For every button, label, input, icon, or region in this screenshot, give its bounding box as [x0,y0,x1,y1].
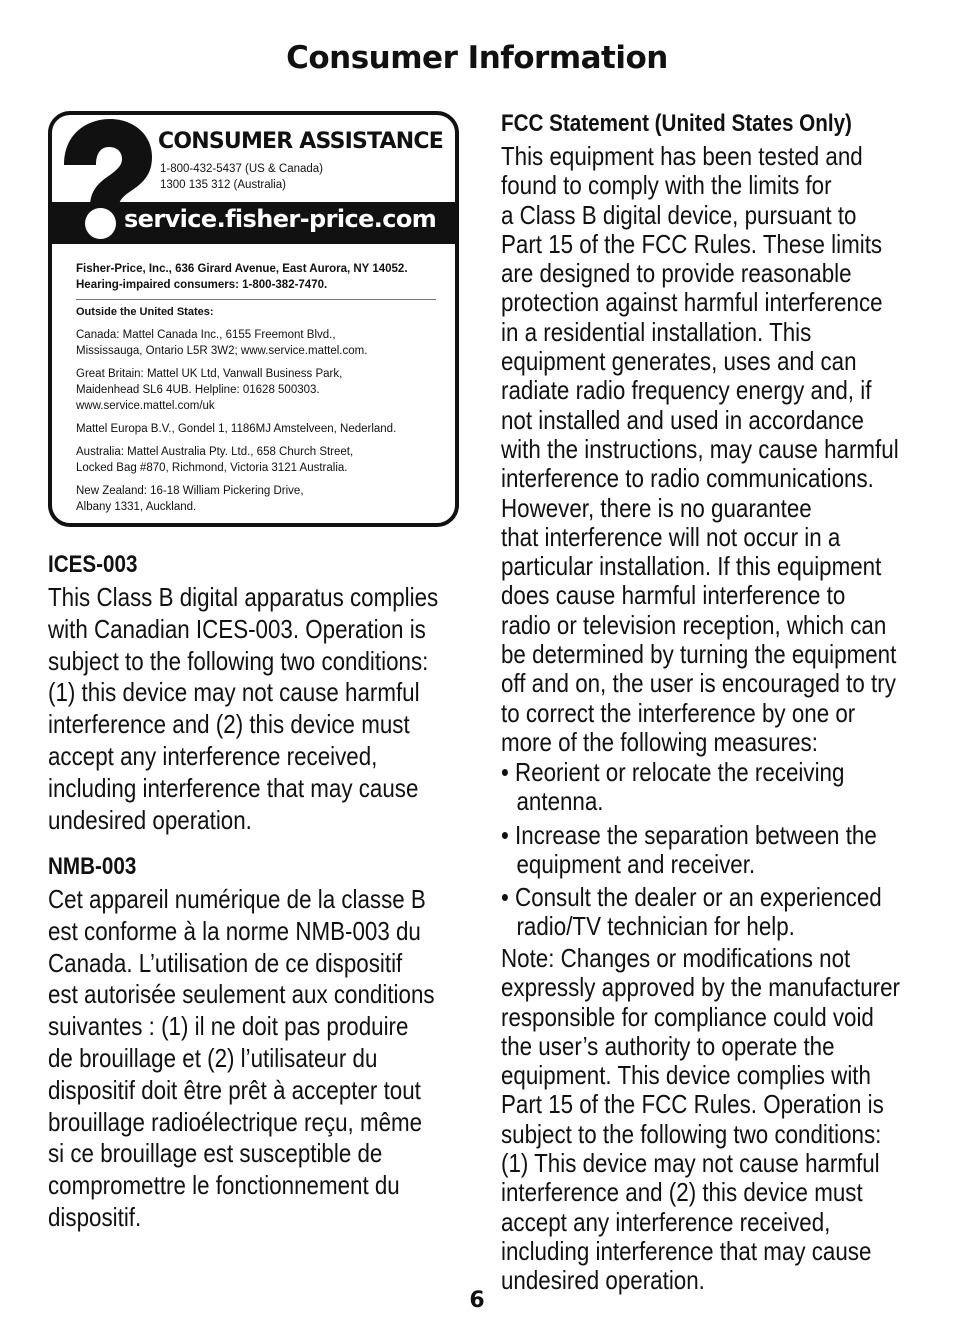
text-line: not installed and used in accordance [501,404,864,435]
text-line: more of the following measures: [501,726,818,757]
canada-address-2: Mississauga, Ontario L5R 3W2; www.service.mattel.com. [76,345,368,357]
text-line: are designed to provide reasonable [501,258,852,289]
text-line: accept any interference received, [501,1206,831,1237]
bullet-item: • Consult the dealer or an experienced [501,882,882,913]
nmb-heading: NMB-003 [48,853,137,880]
fcc-bullet-list [501,758,882,942]
text-line: dispositif doit être prêt à accepter tout [48,1074,421,1105]
text-line: compromettre le fonctionnement du [48,1170,400,1201]
service-url-link[interactable]: service.fisher-price.com [124,205,437,233]
text-line: suivantes : (1) il ne doit pas produire [48,1011,409,1042]
text-line: including interference that may cause [501,1235,872,1266]
consumer-assistance-box [48,111,459,527]
text-line: equipment generates, uses and can [501,346,857,377]
text-line: Canada. L’utilisation de ce dispositif [48,947,403,978]
text-line: interference and (2) this device must [48,709,410,740]
hearing-impaired-line: Hearing-impaired consumers: 1-800-382-7470. [76,279,328,291]
gb-address-3: www.service.mattel.com/uk [76,400,215,412]
url-band [52,202,455,244]
text-line: interference and (2) this device must [501,1177,863,1208]
ices-paragraph [48,582,438,836]
text-line: a Class B digital device, pursuant to [501,199,857,230]
nmb-paragraph [48,884,435,1234]
europa-address: Mattel Europa B.V., Gondel 1, 1186MJ Amstelveen, Nederland. [76,423,397,435]
text-line: the user’s authority to operate the [501,1030,835,1061]
text-line: be determined by turning the equipment [501,639,897,670]
text-line: subject to the following two conditions: [48,645,429,676]
consumer-assistance-heading: CONSUMER ASSISTANCE [158,129,443,154]
page-title: Consumer Information [286,40,668,76]
text-line: si ce brouillage est susceptible de [48,1138,383,1169]
fcc-note-paragraph [501,944,900,1296]
text-line: accept any interference received, [48,740,378,771]
text-line: with Canadian ICES-003. Operation is [48,613,426,644]
text-line: subject to the following two conditions: [501,1118,882,1149]
text-line: responsible for compliance could void [501,1001,874,1032]
text-line: radiate radio frequency energy and, if [501,375,872,406]
fcc-paragraph [501,142,899,757]
outside-us-label: Outside the United States: [76,306,214,318]
text-line: Cet appareil numérique de la classe B [48,884,426,914]
australia-address-2: Locked Bag #870, Richmond, Victoria 3121 Australia. [76,462,348,474]
divider [76,299,436,300]
text-line: (1) this device may not cause harmful [48,677,420,708]
ices-heading: ICES-003 [48,551,138,578]
bullet-item-cont: radio/TV technician for help. [516,911,795,942]
text-line: off and on, the user is encouraged to try [501,668,896,699]
question-mark-dot-icon [85,208,116,239]
text-line: est conforme à la norme NMB-003 du [48,915,421,946]
page-number: 6 [469,1288,485,1313]
text-line: Part 15 of the FCC Rules. These limits [501,228,883,259]
text-line: dispositif. [48,1201,142,1232]
text-line: de brouillage et (2) l’utilisateur du [48,1042,378,1073]
text-line: does cause harmful interference to [501,580,846,611]
canada-address-1: Canada: Mattel Canada Inc., 6155 Freemont Blvd., [76,329,336,341]
nz-address-2: Albany 1331, Auckland. [76,501,197,513]
text-line: in a residential installation. This [501,316,812,347]
text-line: undesired operation. [501,1265,705,1296]
text-line: interference to radio communications. [501,463,874,494]
text-line: to correct the interference by one or [501,697,856,728]
text-line: particular installation. If this equipment [501,551,882,582]
text-line: However, there is no guarantee [501,492,812,523]
text-line: Part 15 of the FCC Rules. Operation is [501,1089,884,1120]
bullet-item: • Reorient or relocate the receiving [501,757,845,787]
text-line: This equipment has been tested and [501,141,863,171]
text-line: with the instructions, may cause harmful [501,433,899,464]
text-line: Note: Changes or modifications not [501,943,851,973]
text-line: protection against harmful interference [501,287,883,318]
text-line: found to comply with the limits for [501,170,832,201]
fcc-heading: FCC Statement (United States Only) [501,110,852,137]
phone-australia: 1300 135 312 (Australia) [160,179,286,191]
bullet-item-cont: antenna. [516,786,604,817]
bullet-item-cont: equipment and receiver. [516,848,756,879]
text-line: that interference will not occur in a [501,521,841,552]
text-line: (1) This device may not cause harmful [501,1148,880,1179]
nz-address-1: New Zealand: 16-18 William Pickering Drive, [76,485,304,497]
text-line: brouillage radioélectrique reçu, même [48,1106,423,1137]
text-line: including interference that may cause [48,772,419,803]
text-line: est autorisée seulement aux conditions [48,979,435,1010]
australia-address-1: Australia: Mattel Australia Pty. Ltd., 658 Church Street, [76,446,354,458]
gb-address-2: Maidenhead SL6 4UB. Helpline: 01628 500303. [76,384,320,396]
text-line: This Class B digital apparatus complies [48,582,439,612]
text-line: radio or television reception, which can [501,609,887,640]
gb-address-1: Great Britain: Mattel UK Ltd, Vanwall Business Park, [76,368,343,380]
us-address: Fisher-Price, Inc., 636 Girard Avenue, East Aurora, NY 14052. [76,263,408,275]
text-line: equipment. This device complies with [501,1060,871,1091]
text-line: undesired operation. [48,804,252,835]
bullet-item: • Increase the separation between the [501,819,877,850]
text-line: expressly approved by the manufacturer [501,972,900,1003]
phone-us-canada: 1-800-432-5437 (US & Canada) [160,163,324,175]
